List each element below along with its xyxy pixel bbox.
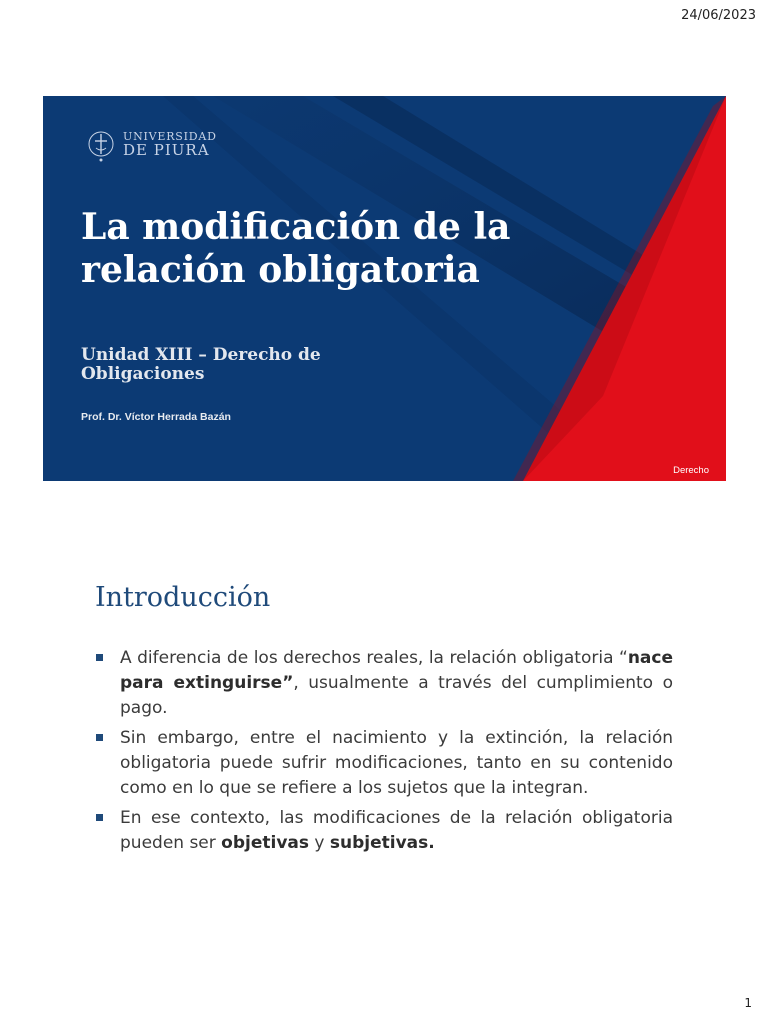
square-bullet-icon: [96, 734, 103, 741]
bullet-text: A diferencia de los derechos reales, la relación obligatoria “: [120, 648, 628, 668]
logo-line-1: UNIVERSIDAD: [123, 130, 217, 144]
bullet-bold-text: subjetivas.: [329, 833, 435, 853]
page-date: 24/06/2023: [681, 8, 756, 23]
list-item: [95, 646, 673, 721]
bullet-text: En ese contexto, las modificaciones de la relación obligatoria pueden ser: [120, 808, 673, 853]
title-slide: [43, 96, 726, 481]
bullet-text: y: [309, 833, 330, 853]
bullet-text: Sin embargo, entre el nacimiento y la extinción, la relación obligatoria puede sufrir modificaciones, tanto en su contenido como en lo que se refiere a los sujetos que la integran.: [120, 728, 673, 798]
university-crest-icon: [87, 124, 115, 166]
list-item: [95, 726, 673, 801]
logo-line-2: DE PIURA: [123, 140, 210, 159]
bullet-bold-text: objetivas: [221, 833, 310, 853]
slide-subtitle: Unidad XIII – Derecho de Obligaciones: [81, 345, 321, 384]
university-logo: [87, 124, 217, 166]
list-item: [95, 806, 673, 856]
corner-label: Derecho: [673, 465, 709, 476]
bullet-list: [95, 646, 673, 861]
introduction-slide: [43, 548, 726, 933]
bullet-bold-text: nace para extinguirse”: [120, 648, 673, 693]
square-bullet-icon: [96, 814, 103, 821]
section-title: Introducción: [95, 582, 271, 613]
square-bullet-icon: [96, 654, 103, 661]
bullet-text: , usualmente a través del cumplimiento o pago.: [120, 673, 673, 718]
page-number: 1: [744, 996, 752, 1010]
slide-author: Prof. Dr. Víctor Herrada Bazán: [81, 411, 231, 423]
slide-title: La modificación de la relación obligatoria: [81, 206, 511, 291]
